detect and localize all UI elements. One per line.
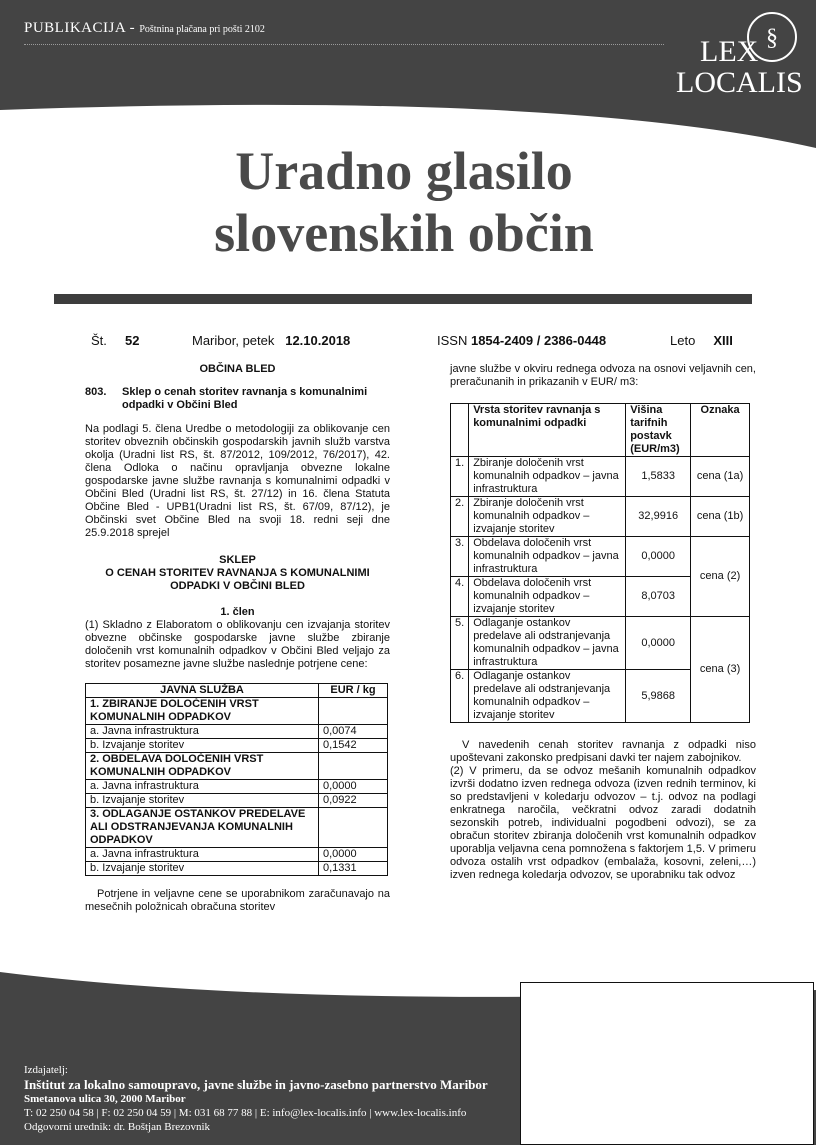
table-row: 4. Obdelava določenih vrst komunalnih odpadkov – izvajanje storitev 8,0703	[451, 577, 750, 617]
price-table-kg	[85, 683, 388, 876]
publisher-label: Izdajatelj:	[24, 1064, 68, 1076]
logo-lex: LEX	[700, 35, 759, 68]
publisher-name: Inštitut za lokalno samoupravo, javne službe in javno-zasebno partnerstvo Maribor	[24, 1077, 488, 1092]
after-table-text: Potrjene in veljavne cene se uporabnikom zaračunavajo na mesečnih položnicah obračuna storitev	[85, 888, 390, 913]
right-intro: javne službe v okviru rednega odvoza na osnovi veljavnih cen, preračunanih in prikazanih v EUR/ m3:	[450, 363, 756, 388]
page-title: Uradno glasilo slovenskih občin	[214, 141, 594, 263]
table-row: a. Javna infrastruktura 0,0000	[86, 848, 388, 862]
address-box	[520, 982, 814, 1145]
price-table-m3	[450, 403, 750, 723]
editor: Odgovorni urednik: dr. Boštjan Brezovnik	[24, 1121, 211, 1133]
table-row: Vrsta storitev ravnanja s komunalnimi odpadki Višina tarifnih postavk (EUR/m3) Oznaka	[451, 404, 750, 457]
logo-localis: LOCALIS	[676, 66, 803, 99]
publisher-address: Smetanova ulica 30, 2000 Maribor	[24, 1093, 186, 1105]
left-column	[85, 363, 390, 914]
paragraph-sign-icon: §	[747, 12, 797, 62]
issn: ISSN 1854-2409 / 2386-0448	[437, 333, 607, 348]
title-rule	[54, 294, 752, 304]
year: Leto XIII	[670, 333, 733, 348]
table-row: 1. Zbiranje določenih vrst komunalnih odpadkov – javna infrastruktura 1,5833 cena (1a)	[451, 457, 750, 497]
sklep-subheading: O CENAH STORITEV RAVNANJA S KOMUNALNIMI ODPADKI V OBČINI BLED	[105, 567, 370, 592]
right-column	[450, 363, 756, 882]
table-row: 3. Obdelava določenih vrst komunalnih odpadkov – javna infrastruktura 0,0000 cena (2)	[451, 537, 750, 577]
table-row: 1. ZBIRANJE DOLOČENIH VRST KOMUNALNIH ODPADKOV	[86, 698, 388, 725]
act-heading: 803. Sklep o cenah storitev ravnanja s komunalnimi odpadki v Občini Bled	[85, 386, 368, 411]
table-row: 6. Odlaganje ostankov predelave ali odstranjevanja komunalnih odpadkov – izvajanje storitev 5,9868	[451, 670, 750, 723]
taxes-note: V navedenih cenah storitev ravnanja z odpadki niso upoštevani zakonsko predpisani davki ter najem zabojnikov.	[450, 739, 756, 764]
article-1-heading: 1. člen	[220, 606, 255, 618]
preamble: Na podlagi 5. člena Uredbe o metodologiji za oblikovanje cen storitev obveznih občinskih gospodarskih javnih služb varstva okolja (Uradni list RS, št. 87/2012, 109/2012, 76/2017), 42. člena Odloka o načinu opravljanja obvezne lokalne gospodarske javne službe ravnanja s komunalnimi odpadki v Občini Bled (Uradni list RS, št. 27/12) in 16. člena Statuta Občine Bled - UPB1(Uradni list RS, št. 67/09, 87/12), je Občinski svet Občine Bled na svoji 18. redni seji dne 25.9.2018 sprejel	[85, 423, 390, 539]
table-row: 3. ODLAGANJE OSTANKOV PREDELAVE ALI ODSTRANJEVANJA KOMUNALNIH ODPADKOV	[86, 808, 388, 848]
header-band	[0, 0, 816, 150]
table-row: 2. OBDELAVA DOLOČENIH VRST KOMUNALNIH ODPADKOV	[86, 753, 388, 780]
table-row: 2. Zbiranje določenih vrst komunalnih odpadkov – izvajanje storitev 32,9916 cena (1b)	[451, 497, 750, 537]
article-1-para-2: (2) V primeru, da se odvoz mešanih komunalnih odpadkov izvrši dodatno izven rednega odvoza (izven rednih terminov, ki so predstavljeni v koledarju odvozov – t.j. odvoz na podlagi enkratnega naročila, večkratni odvoz zaradi dodatnih sezonskih potreb, individualni pogodbeni odvozi), se za obračun storitev zbiranja določenih vrst komunalnih odpadkov uporablja veljavna cena pomnožena s faktorjem 1,5. V primeru odvoza ostalih vrst odpadkov (embalaža, kosovni, zeleni,…) izven rednega koledarja odvozov, se uporabniku tak odvoz	[450, 765, 756, 881]
table-row: a. Javna infrastruktura 0,0074	[86, 725, 388, 739]
table-row: b. Izvajanje storitev 0,1331	[86, 862, 388, 876]
publication-label: PUBLIKACIJA - Poštnina plačana pri pošti 2102	[24, 20, 265, 36]
issue-date: Maribor, petek 12.10.2018	[192, 333, 351, 348]
sklep-heading: SKLEP	[219, 554, 256, 566]
article-1-text: (1) Skladno z Elaboratom o oblikovanju cen izvajanja storitev obvezne občinske gospodarske javne službe zbiranje določenih vrst komunalnih odpadkov v Občini Bled veljajo za storitev posamezne javne službe naslednje potrjene cene:	[85, 619, 390, 670]
table-row: a. Javna infrastruktura 0,0000	[86, 780, 388, 794]
table-row: b. Izvajanje storitev 0,1542	[86, 739, 388, 753]
issue-number: Št. 52	[91, 333, 140, 348]
table-row: 5. Odlaganje ostankov predelave ali odstranjevanja komunalnih odpadkov – javna infrastruktura 0,0000 cena (3)	[451, 617, 750, 670]
dotted-divider	[24, 44, 664, 45]
table-row: b. Izvajanje storitev 0,0922	[86, 794, 388, 808]
municipality-heading: OBČINA BLED	[199, 363, 276, 375]
table-row: JAVNA SLUŽBA EUR / kg	[86, 684, 388, 698]
publisher-contact: T: 02 250 04 58 | F: 02 250 04 59 | M: 031 68 77 88 | E: info@lex-localis.info | www.lex-localis.info	[24, 1107, 467, 1119]
